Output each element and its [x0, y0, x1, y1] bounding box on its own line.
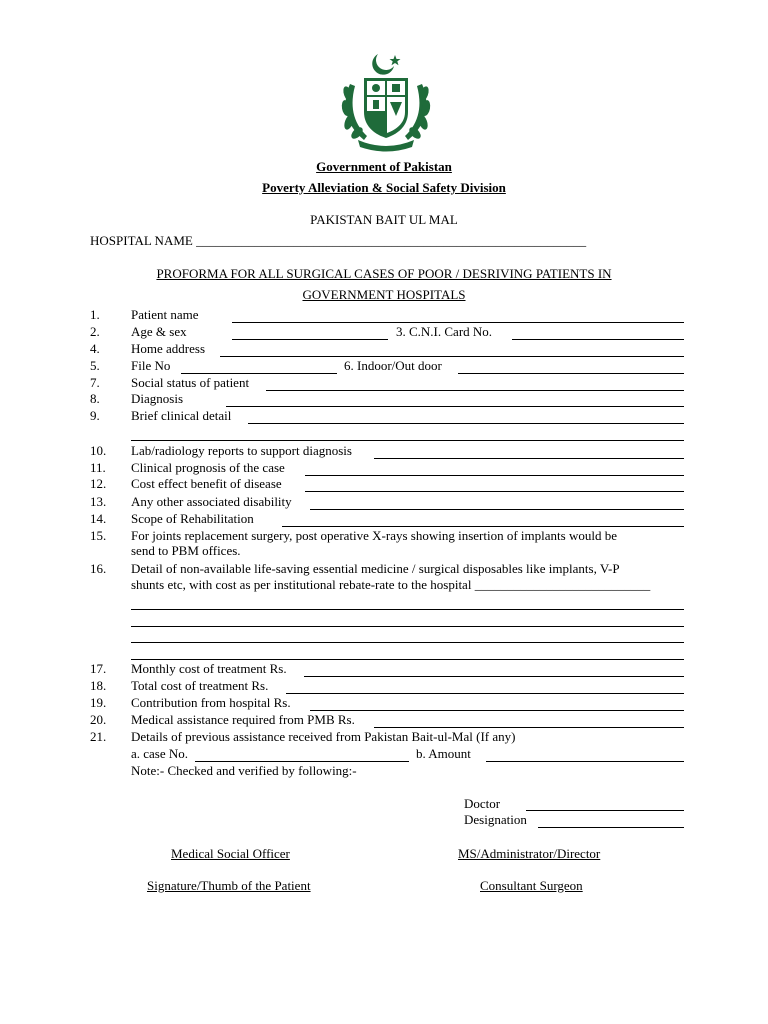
lab-reports-field[interactable]: [374, 458, 684, 459]
item-number: 7.: [90, 375, 100, 390]
medical-social-officer-label: Medical Social Officer: [171, 846, 290, 861]
hospital-name-label: HOSPITAL NAME ____________________________________________________________: [90, 233, 587, 248]
item-number: 17.: [90, 661, 107, 676]
rehabilitation-field[interactable]: [282, 526, 684, 527]
monthly-cost-field[interactable]: [304, 676, 684, 677]
cnic-field[interactable]: [512, 339, 684, 340]
pmb-assistance-label: Medical assistance required from PMB Rs.: [131, 712, 355, 727]
item-number: 19.: [90, 695, 107, 710]
diagnosis-label: Diagnosis: [131, 391, 183, 406]
lab-reports-label: Lab/radiology reports to support diagnosis: [131, 443, 352, 458]
rehabilitation-label: Scope of Rehabilitation: [131, 511, 254, 526]
disability-field[interactable]: [310, 509, 684, 510]
age-sex-field[interactable]: [232, 339, 388, 340]
medicine-detail-field-4[interactable]: [131, 659, 684, 660]
designation-label: Designation: [464, 812, 527, 827]
cost-effect-field[interactable]: [305, 491, 684, 492]
form-title-line2: GOVERNMENT HOSPITALS: [302, 287, 466, 302]
consultant-surgeon-label: Consultant Surgeon: [480, 878, 583, 893]
ms-administrator-label: MS/Administrator/Director: [458, 846, 601, 861]
file-no-label: File No: [131, 358, 171, 373]
indoor-outdoor-label: 6. Indoor/Out door: [344, 358, 442, 373]
designation-field[interactable]: [538, 827, 684, 828]
social-status-label: Social status of patient: [131, 375, 250, 390]
case-no-label: a. case No.: [131, 746, 189, 761]
clinical-detail-field-line2[interactable]: [131, 440, 684, 441]
patient-signature-label: Signature/Thumb of the Patient: [147, 878, 311, 893]
medicine-detail-line1: Detail of non-available life-saving essential medicine / surgical disposables like implants, V-P: [131, 561, 620, 576]
previous-assistance-label: Details of previous assistance received from Pakistan Bait-ul-Mal (If any): [131, 729, 516, 744]
item-number: 1.: [90, 307, 100, 322]
clinical-detail-field[interactable]: [248, 423, 684, 424]
doctor-label: Doctor: [464, 796, 501, 811]
form-title-line1: PROFORMA FOR ALL SURGICAL CASES OF POOR / DESRIVING PATIENTS IN: [156, 266, 612, 281]
item-number: 15.: [90, 528, 107, 543]
item-number: 21.: [90, 729, 107, 744]
pmb-assistance-field[interactable]: [374, 727, 684, 728]
joints-note-line1: For joints replacement surgery, post operative X-rays showing insertion of implants would be: [131, 528, 617, 543]
diagnosis-field[interactable]: [226, 406, 684, 407]
case-no-field[interactable]: [195, 761, 409, 762]
clinical-detail-label: Brief clinical detail: [131, 408, 232, 423]
medicine-detail-field-3[interactable]: [131, 642, 684, 643]
item-number: 2.: [90, 324, 100, 339]
monthly-cost-label: Monthly cost of treatment Rs.: [131, 661, 287, 676]
amount-label: b. Amount: [416, 746, 471, 761]
hospital-contribution-label: Contribution from hospital Rs.: [131, 695, 291, 710]
disability-label: Any other associated disability: [131, 494, 292, 509]
item-number: 11.: [90, 460, 106, 475]
item-number: 9.: [90, 408, 100, 423]
home-address-field[interactable]: [220, 356, 684, 357]
org-heading: PAKISTAN BAIT UL MAL: [310, 212, 458, 227]
item-number: 13.: [90, 494, 107, 509]
total-cost-field[interactable]: [286, 693, 684, 694]
hospital-contribution-field[interactable]: [310, 710, 684, 711]
prognosis-label: Clinical prognosis of the case: [131, 460, 285, 475]
cost-effect-label: Cost effect benefit of disease: [131, 476, 282, 491]
indoor-outdoor-field[interactable]: [458, 373, 684, 374]
medicine-detail-line2: shunts etc, with cost as per institutional rebate-rate to the hospital ___________________________: [131, 577, 651, 592]
file-no-field[interactable]: [181, 373, 337, 374]
joints-note-line2: send to PBM offices.: [131, 543, 241, 558]
doctor-field[interactable]: [526, 810, 684, 811]
government-heading: Government of Pakistan: [316, 159, 452, 174]
medicine-detail-field-1[interactable]: [131, 609, 684, 610]
hospital-name-field[interactable]: ____________________________________________________________: [196, 233, 587, 248]
item-number: 18.: [90, 678, 107, 693]
item-number: 8.: [90, 391, 100, 406]
item-number: 5.: [90, 358, 100, 373]
medicine-detail-field-2[interactable]: [131, 626, 684, 627]
item-number: 4.: [90, 341, 100, 356]
state-emblem-logo: [340, 50, 432, 154]
patient-name-label: Patient name: [131, 307, 199, 322]
division-heading: Poverty Alleviation & Social Safety Division: [262, 180, 506, 195]
home-address-label: Home address: [131, 341, 206, 356]
age-sex-label: Age & sex: [131, 324, 187, 339]
prognosis-field[interactable]: [305, 475, 684, 476]
patient-name-field[interactable]: [232, 322, 684, 323]
item-number: 10.: [90, 443, 107, 458]
item-number: 20.: [90, 712, 107, 727]
item-number: 16.: [90, 561, 107, 576]
cnic-label: 3. C.N.I. Card No.: [396, 324, 493, 339]
item-number: 12.: [90, 476, 107, 491]
verification-note: Note:- Checked and verified by following:-: [131, 763, 357, 778]
social-status-field[interactable]: [266, 390, 684, 391]
total-cost-label: Total cost of treatment Rs.: [131, 678, 269, 693]
item-number: 14.: [90, 511, 107, 526]
amount-field[interactable]: [486, 761, 684, 762]
